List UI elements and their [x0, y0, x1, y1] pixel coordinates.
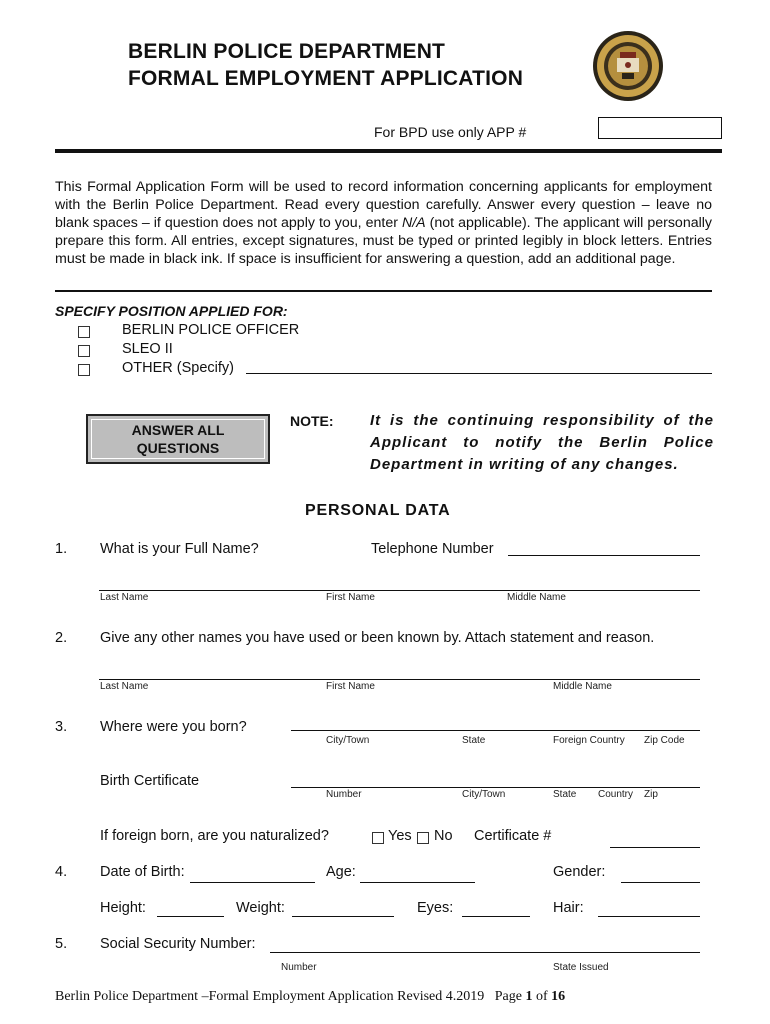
cert-state-caption: State — [553, 789, 577, 800]
footer-text: Berlin Police Department –Formal Employment Application Revised 4.2019 — [55, 989, 485, 1004]
height-label: Height: — [100, 900, 146, 916]
position-option-sleo: SLEO II — [122, 341, 173, 357]
q1-last-name-caption: Last Name — [100, 592, 149, 603]
telephone-label: Telephone Number — [371, 541, 494, 557]
footer-page-number: 1 — [525, 989, 533, 1004]
birth-certificate-label: Birth Certificate — [100, 773, 200, 789]
certificate-number-field[interactable] — [610, 847, 700, 848]
answer-all-questions-banner — [86, 414, 270, 464]
note-text: It is the continuing responsibility of the Applicant to notify the Berlin Police Department in writing of any changes. — [370, 412, 714, 473]
q3-number: 3. — [55, 719, 68, 735]
hair-field[interactable] — [598, 916, 700, 917]
birthplace-city-caption: City/Town — [326, 735, 370, 746]
weight-label: Weight: — [236, 900, 285, 916]
form-title-line2: FORMAL EMPLOYMENT APPLICATION — [128, 67, 524, 90]
age-field[interactable] — [360, 882, 475, 883]
position-other-specify-field[interactable] — [246, 373, 712, 374]
hair-label: Hair: — [553, 900, 584, 916]
note-label: NOTE: — [290, 413, 334, 429]
naturalized-yes-checkbox[interactable] — [372, 831, 384, 849]
banner-line2: QUESTIONS — [136, 440, 220, 456]
naturalized-label: If foreign born, are you naturalized? — [100, 828, 329, 844]
q1-middle-name-caption: Middle Name — [507, 592, 566, 603]
birthplace-state-caption: State — [462, 735, 486, 746]
dob-label: Date of Birth: — [100, 864, 185, 880]
telephone-field[interactable] — [508, 555, 700, 556]
full-name-field[interactable] — [99, 590, 700, 591]
naturalized-yes-label: Yes — [388, 828, 412, 844]
footer-page-total: 16 — [551, 989, 566, 1004]
q2-label: Give any other names you have used or been known by. Attach statement and reason. — [100, 630, 655, 646]
form-title-line1: BERLIN POLICE DEPARTMENT — [128, 40, 446, 63]
ssn-label: Social Security Number: — [100, 936, 256, 952]
q2-first-name-caption: First Name — [326, 681, 375, 692]
ssn-field[interactable] — [270, 952, 700, 953]
cert-city-caption: City/Town — [462, 789, 506, 800]
department-seal-icon — [592, 30, 664, 102]
q3-label: Where were you born? — [100, 719, 247, 735]
personal-data-heading: PERSONAL DATA — [305, 502, 451, 519]
cert-zip-caption: Zip — [644, 789, 658, 800]
header-divider — [55, 149, 722, 153]
position-heading: SPECIFY POSITION APPLIED FOR: — [55, 303, 288, 319]
q1-label: What is your Full Name? — [100, 541, 259, 557]
app-number-field[interactable] — [598, 117, 722, 139]
naturalized-no-label: No — [434, 828, 453, 844]
birthplace-zip-caption: Zip Code — [644, 735, 685, 746]
cert-country-caption: Country — [598, 789, 634, 800]
position-option-other: OTHER (Specify) — [122, 360, 234, 376]
page-footer — [55, 989, 565, 1005]
position-checkbox-officer[interactable] — [78, 325, 90, 343]
q4-number: 4. — [55, 864, 68, 880]
footer-of-label: of — [535, 989, 548, 1004]
weight-field[interactable] — [292, 916, 394, 917]
eyes-label: Eyes: — [417, 900, 454, 916]
intro-divider — [55, 290, 712, 292]
q1-number: 1. — [55, 541, 68, 557]
q2-middle-name-caption: Middle Name — [553, 681, 612, 692]
footer-page-label: Page — [494, 989, 522, 1004]
position-option-officer: BERLIN POLICE OFFICER — [122, 322, 300, 338]
height-field[interactable] — [157, 916, 224, 917]
position-checkbox-other[interactable] — [78, 363, 90, 381]
gender-label: Gender: — [553, 864, 606, 880]
naturalized-no-checkbox[interactable] — [417, 831, 429, 849]
bpd-use-label: For BPD use only APP # — [374, 124, 527, 140]
certificate-number-label: Certificate # — [474, 828, 552, 844]
age-label: Age: — [326, 864, 356, 880]
dob-field[interactable] — [190, 882, 315, 883]
q1-first-name-caption: First Name — [326, 592, 375, 603]
q2-number: 2. — [55, 630, 68, 646]
birthplace-field[interactable] — [291, 730, 700, 731]
banner-line1: ANSWER ALL — [131, 422, 225, 438]
birth-certificate-field[interactable] — [291, 787, 700, 788]
q5-number: 5. — [55, 936, 68, 952]
gender-field[interactable] — [621, 882, 700, 883]
ssn-number-caption: Number — [281, 962, 317, 973]
position-checkbox-sleo[interactable] — [78, 344, 90, 362]
other-names-field[interactable] — [99, 679, 700, 680]
intro-paragraph: This Formal Application Form will be used to record information concerning applicants for employment with the Berlin Police Department. Read every question carefully. Answer every question – leave no blank spaces – if question does not apply to you, enter N/A (not applicable). The applicant will personally prepare this form. All entries, except signatures, must be typed or printed legibly in block letters. Entries must be made in black ink. If space is insufficient for answering a question, add an additional page. — [55, 179, 712, 267]
eyes-field[interactable] — [462, 916, 530, 917]
cert-number-caption: Number — [326, 789, 362, 800]
q2-last-name-caption: Last Name — [100, 681, 149, 692]
ssn-state-caption: State Issued — [553, 962, 609, 973]
birthplace-country-caption: Foreign Country — [553, 735, 625, 746]
